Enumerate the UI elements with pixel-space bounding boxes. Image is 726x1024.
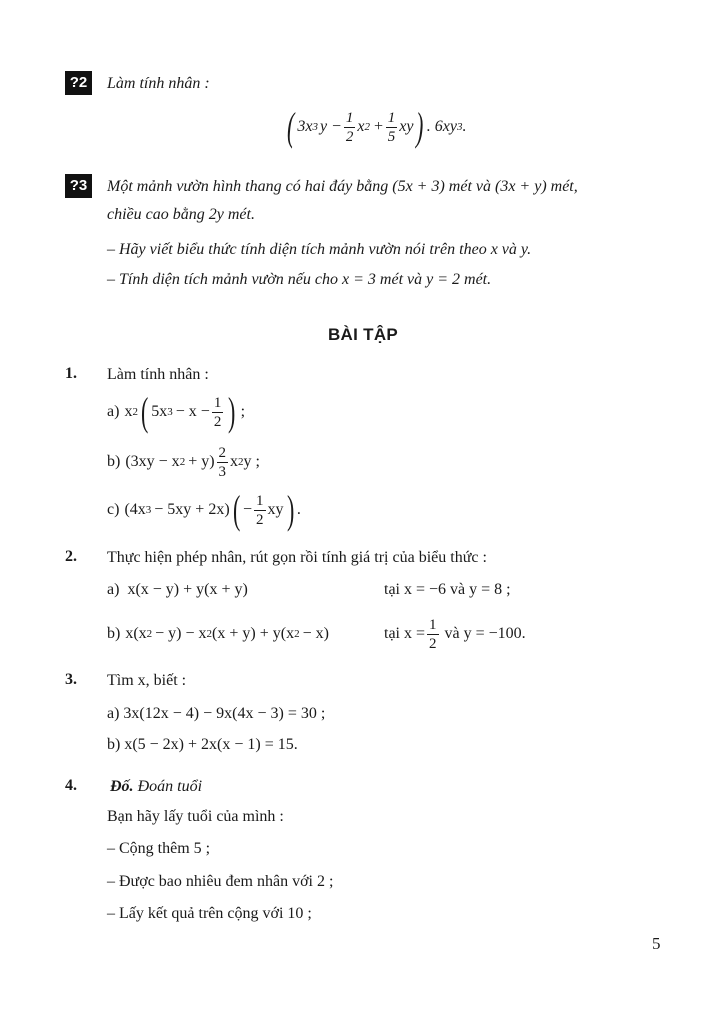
ex2b-condition — [384, 612, 526, 656]
q3-bullet2: – Tính diện tích mảnh vườn nếu cho x = 3 mét và y = 2 mét. — [107, 271, 492, 288]
q2-exp-a: 3 — [312, 121, 318, 133]
q2-frac1-den: 2 — [345, 128, 354, 145]
exercise-2-number: 2. — [65, 548, 77, 565]
q3-bullet1: – Hãy viết biểu thức tính diện tích mảnh vườn nói trên theo x và y. — [107, 241, 532, 258]
ex2b-term3: (x + y) + y(x — [212, 625, 295, 642]
q3-line2: chiều cao bằng 2y mét. — [107, 206, 255, 223]
left-paren: ( — [286, 104, 295, 149]
ex1b-term2: + y) — [188, 453, 215, 470]
ex1a-fraction — [212, 394, 224, 431]
ex2a-label: a) — [107, 581, 120, 598]
ex2b-exp1: 2 — [146, 628, 153, 640]
ex2b-fraction — [427, 616, 439, 653]
ex2b-frac-num: 1 — [429, 616, 437, 633]
ex4-intro: Bạn hãy lấy tuổi của mình : — [107, 808, 284, 825]
exercise-2-title: Thực hiện phép nhân, rút gọn rồi tính giá trị của biểu thức : — [107, 549, 487, 566]
exercises-heading: BÀI TẬP — [327, 325, 399, 344]
ex2b-term1: x(x — [125, 625, 147, 642]
q2-frac1-num: 1 — [345, 109, 354, 126]
ex2b-label: b) — [107, 625, 121, 642]
exercise-1a — [107, 390, 245, 434]
ex2b-cond2: và y = −100. — [444, 625, 526, 642]
ex2b-exp3: 2 — [294, 628, 300, 640]
ex1a-term2: − x − — [175, 403, 210, 420]
right-paren: ) — [228, 389, 236, 434]
exercise-1b — [107, 440, 260, 484]
q2-term-c: x — [357, 118, 365, 135]
ex1b-term1: (3xy − x — [125, 453, 180, 470]
q2-fraction-2 — [386, 109, 398, 146]
ex1c-exp1: 3 — [145, 504, 152, 516]
exercise-1c — [107, 488, 301, 532]
q2-expression — [284, 105, 466, 149]
ex2b-frac-den: 2 — [429, 635, 437, 652]
ex1c-term3: xy — [267, 501, 284, 518]
ex4-title-bold: Đố. — [110, 778, 134, 795]
left-paren: ( — [140, 389, 149, 434]
q2-exp-f: 3 — [456, 121, 463, 133]
exercise-2a — [107, 580, 248, 600]
q2-fraction-1 — [344, 109, 356, 146]
left-paren: ( — [232, 487, 240, 532]
ex1b-exp3: 2 — [238, 456, 244, 468]
ex1b-fraction — [217, 444, 229, 481]
q2-frac2-num: 1 — [387, 109, 396, 126]
ex2a-condition: tại x = −6 và y = 8 ; — [384, 581, 511, 598]
exercise-3-number: 3. — [65, 671, 77, 688]
ex1a-pre: x — [124, 403, 133, 420]
right-paren: ) — [286, 487, 294, 532]
ex1c-label: c) — [107, 501, 120, 518]
ex4-step3: – Lấy kết quả trên cộng với 10 ; — [107, 905, 312, 922]
ex2b-term4: − x) — [302, 625, 329, 642]
ex2a-expr: x(x − y) + y(x + y) — [127, 581, 248, 598]
ex2b-term2: − y) − x — [155, 625, 207, 642]
exercise-4-title — [110, 777, 202, 797]
ex4-step1: – Cộng thêm 5 ; — [107, 840, 211, 857]
q2-exp-c: 2 — [364, 121, 370, 133]
ex1a-exp1: 3 — [167, 406, 173, 418]
page-number: 5 — [652, 934, 661, 953]
ex1c-end: . — [296, 501, 301, 518]
ex1c-term2: − 5xy + 2x) — [154, 501, 230, 518]
ex1b-term4: y ; — [243, 453, 260, 470]
right-paren: ) — [416, 104, 424, 149]
ex1a-label: a) — [107, 403, 120, 420]
question-badge-3: ?3 — [65, 174, 92, 198]
exercise-1-title: Làm tính nhân : — [107, 366, 209, 383]
exercise-3a: a) 3x(12x − 4) − 9x(4x − 3) = 30 ; — [107, 705, 326, 722]
ex2b-exp2: 2 — [206, 628, 213, 640]
ex1a-term1: 5x — [151, 403, 168, 420]
ex1a-frac-num: 1 — [213, 394, 222, 411]
exercise-3b: b) x(5 − 2x) + 2x(x − 1) = 15. — [107, 736, 298, 753]
q2-term-e: xy — [399, 118, 414, 135]
ex1b-term3: x — [230, 453, 239, 470]
ex1c-frac-den: 2 — [256, 511, 264, 528]
question-badge-2: ?2 — [65, 71, 92, 95]
ex1a-pre-exp: 2 — [132, 406, 138, 418]
q2-plus: + — [372, 118, 384, 135]
exercise-1-number: 1. — [65, 365, 77, 382]
exercise-3-title: Tìm x, biết : — [107, 672, 187, 689]
ex1b-exp1: 2 — [179, 456, 186, 468]
exercise-4-number: 4. — [65, 777, 77, 794]
q2-frac2-den: 5 — [387, 128, 396, 145]
ex1a-frac-den: 2 — [213, 413, 222, 430]
ex1c-minus: − — [242, 501, 252, 518]
ex4-title-rest: Đoán tuổi — [137, 778, 203, 795]
ex1b-frac-den: 3 — [218, 463, 227, 480]
q2-end: . — [462, 118, 467, 135]
ex1b-label: b) — [107, 453, 121, 470]
q2-instruction: Làm tính nhân : — [107, 75, 210, 92]
ex4-step2: – Được bao nhiêu đem nhân với 2 ; — [107, 873, 334, 890]
q3-line1: Một mảnh vườn hình thang có hai đáy bằng (5x + 3) mét và (3x + y) mét, — [107, 178, 578, 195]
ex1c-frac-num: 1 — [256, 492, 264, 509]
ex2b-cond1: tại x = — [384, 625, 426, 642]
exercise-2b — [107, 612, 329, 656]
ex1b-frac-num: 2 — [218, 444, 227, 461]
q2-term-b: y − — [319, 118, 342, 135]
q2-term-f: . 6xy — [426, 118, 457, 135]
ex1c-fraction — [254, 492, 266, 529]
ex1c-term1: (4x — [124, 501, 146, 518]
q2-term-a: 3x — [297, 118, 313, 135]
ex1a-end: ; — [240, 403, 246, 420]
